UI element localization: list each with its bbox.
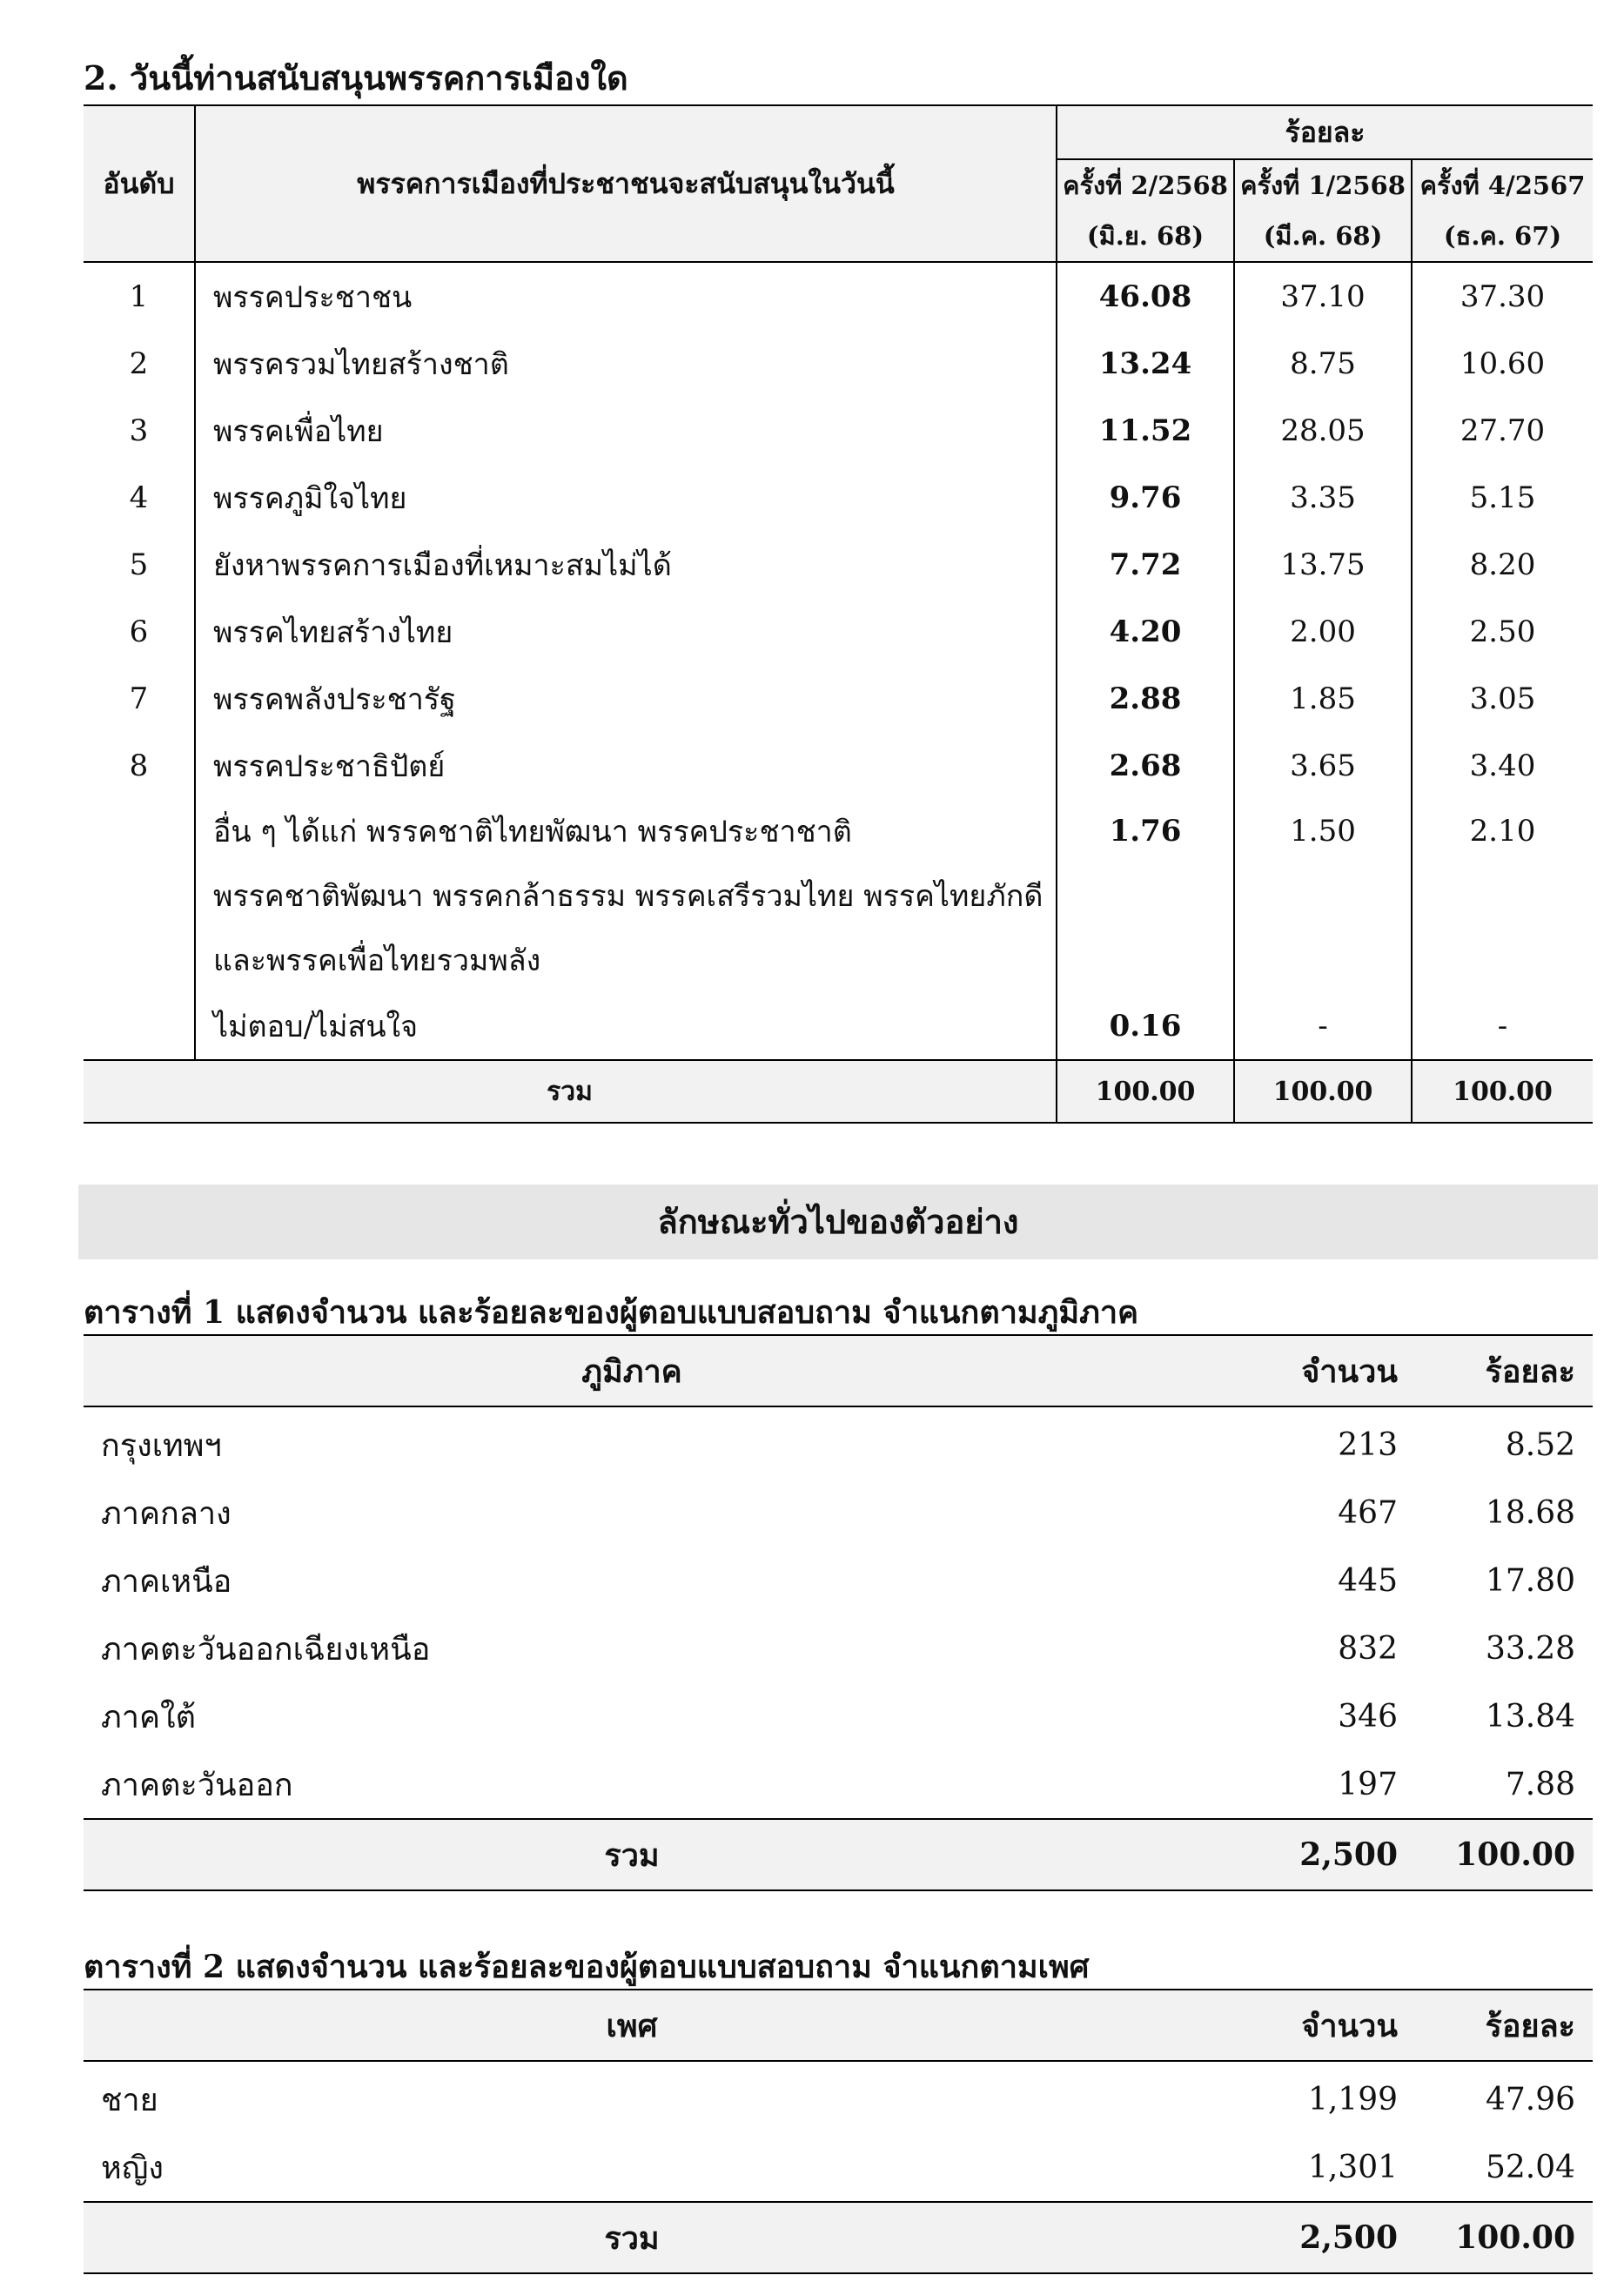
gender-table-caption: ตารางที่ 2 แสดงจำนวน และร้อยละของผู้ตอบแบบสอบถาม จำแนกตามเพศ bbox=[84, 1949, 1090, 1985]
round-1-label: ครั้งที่ 2/2568 bbox=[1057, 159, 1234, 211]
rank-cell: 2 bbox=[129, 346, 149, 381]
col-rank-header: อันดับ bbox=[103, 166, 175, 200]
rank-cell: 6 bbox=[129, 614, 149, 649]
others-line-2: พรรคชาติพัฒนา พรรคกล้าธรรม พรรคเสรีรวมไทย พรรคไทยภักดี bbox=[195, 863, 1057, 928]
table-row bbox=[84, 598, 1593, 665]
col-party-header: พรรคการเมืองที่ประชาชนจะสนับสนุนในวันนี้ bbox=[195, 105, 1057, 262]
total-current: 100.00 bbox=[1057, 1060, 1234, 1123]
total-percent: 100.00 bbox=[1398, 1819, 1593, 1890]
party-cell: พรรคภูมิใจไทย bbox=[195, 464, 1057, 531]
region-table bbox=[84, 1334, 1593, 1891]
table-row bbox=[84, 531, 1593, 598]
party-cell: พรรคเพื่อไทย bbox=[195, 397, 1057, 464]
region-percent: 7.88 bbox=[1505, 1766, 1575, 1802]
party-cell: ไม่ตอบ/ไม่สนใจ bbox=[195, 992, 1057, 1060]
value-cell-current: 13.24 bbox=[1057, 330, 1234, 397]
region-count: 197 bbox=[1338, 1766, 1398, 1802]
region-name: กรุงเทพฯ bbox=[101, 1427, 222, 1464]
value-cell-current: 7.72 bbox=[1057, 531, 1234, 598]
table-row bbox=[84, 1750, 1593, 1819]
party-cell: พรรครวมไทยสร้างชาติ bbox=[195, 330, 1057, 397]
region-table-caption: ตารางที่ 1 แสดงจำนวน และร้อยละของผู้ตอบแบบสอบถาม จำแนกตามภูมิภาค bbox=[84, 1294, 1139, 1331]
gender-name: ชาย bbox=[101, 2082, 158, 2118]
total-row bbox=[84, 1819, 1593, 1890]
others-line-1: อื่น ๆ ได้แก่ พรรคชาติไทยพัฒนา พรรคประชาชาติ bbox=[195, 799, 1057, 863]
gender-count: 1,301 bbox=[1307, 2149, 1398, 2185]
value-cell-prev2: 10.60 bbox=[1412, 330, 1593, 397]
value-cell-prev: - bbox=[1234, 992, 1412, 1060]
total-percent: 100.00 bbox=[1398, 2202, 1593, 2273]
gender-count: 1,199 bbox=[1307, 2081, 1398, 2118]
value-cell-prev2: 2.10 bbox=[1412, 799, 1593, 863]
rank-cell: 4 bbox=[129, 480, 149, 515]
value-cell-prev: 8.75 bbox=[1234, 330, 1412, 397]
region-percent: 17.80 bbox=[1485, 1562, 1575, 1599]
round-1-date: (มิ.ย. 68) bbox=[1057, 211, 1234, 262]
value-cell-prev2: 8.20 bbox=[1412, 531, 1593, 598]
col-percent-header: ร้อยละ bbox=[1057, 105, 1593, 159]
value-cell-current: 9.76 bbox=[1057, 464, 1234, 531]
party-cell: พรรคไทยสร้างไทย bbox=[195, 598, 1057, 665]
value-cell-prev2: - bbox=[1412, 992, 1593, 1060]
round-3-date: (ธ.ค. 67) bbox=[1412, 211, 1593, 262]
party-cell: พรรคประชาธิปัตย์ bbox=[195, 732, 1057, 799]
gender-name: หญิง bbox=[101, 2150, 164, 2186]
value-cell-prev: 3.65 bbox=[1234, 732, 1412, 799]
region-count: 467 bbox=[1338, 1494, 1398, 1531]
value-cell-prev2: 2.50 bbox=[1412, 598, 1593, 665]
col-count-header: จำนวน bbox=[1180, 1335, 1398, 1406]
total-count: 2,500 bbox=[1180, 1819, 1398, 1890]
value-cell-prev: 2.00 bbox=[1234, 598, 1412, 665]
value-cell-prev: 13.75 bbox=[1234, 531, 1412, 598]
value-cell-current: 4.20 bbox=[1057, 598, 1234, 665]
region-percent: 18.68 bbox=[1485, 1494, 1575, 1531]
region-percent: 8.52 bbox=[1505, 1426, 1575, 1463]
region-name: ภาคตะวันออกเฉียงเหนือ bbox=[101, 1631, 431, 1668]
table-row bbox=[84, 2061, 1593, 2133]
table-row bbox=[84, 1479, 1593, 1547]
col-region-header: ภูมิภาค bbox=[84, 1335, 1180, 1406]
value-cell-prev: 1.85 bbox=[1234, 665, 1412, 732]
value-cell-prev: 37.10 bbox=[1234, 262, 1412, 330]
value-cell-prev: 3.35 bbox=[1234, 464, 1412, 531]
value-cell-current: 1.76 bbox=[1057, 799, 1234, 863]
party-cell: พรรคพลังประชารัฐ bbox=[195, 665, 1057, 732]
table-row bbox=[84, 464, 1593, 531]
value-cell-current: 0.16 bbox=[1057, 992, 1234, 1060]
value-cell-prev2: 5.15 bbox=[1412, 464, 1593, 531]
table-row bbox=[84, 665, 1593, 732]
table-row bbox=[84, 1547, 1593, 1614]
col-gender-header: เพศ bbox=[84, 1990, 1180, 2061]
table-row-others bbox=[84, 799, 1593, 863]
section-title: 2. วันนี้ท่านสนับสนุนพรรคการเมืองใด bbox=[84, 58, 628, 97]
total-row bbox=[84, 1060, 1593, 1123]
value-cell-prev2: 3.05 bbox=[1412, 665, 1593, 732]
document-page bbox=[84, 52, 1593, 2274]
region-count: 213 bbox=[1338, 1426, 1398, 1463]
table-row bbox=[84, 1614, 1593, 1682]
value-cell-current: 11.52 bbox=[1057, 397, 1234, 464]
gender-table bbox=[84, 1989, 1593, 2274]
party-cell: ยังหาพรรคการเมืองที่เหมาะสมไม่ได้ bbox=[195, 531, 1057, 598]
total-prev2: 100.00 bbox=[1412, 1060, 1593, 1123]
party-cell: พรรคประชาชน bbox=[195, 262, 1057, 330]
rank-cell: 8 bbox=[129, 748, 149, 783]
section-band: ลักษณะทั่วไปของตัวอย่าง bbox=[78, 1185, 1598, 1259]
rank-cell: 7 bbox=[129, 681, 149, 716]
table-row bbox=[84, 1406, 1593, 1479]
table-row bbox=[84, 732, 1593, 799]
gender-percent: 47.96 bbox=[1485, 2081, 1575, 2118]
value-cell-current: 46.08 bbox=[1057, 262, 1234, 330]
region-name: ภาคใต้ bbox=[101, 1699, 196, 1735]
region-name: ภาคตะวันออก bbox=[101, 1767, 293, 1803]
total-label: รวม bbox=[84, 2202, 1180, 2273]
table-row-no-answer bbox=[84, 992, 1593, 1060]
region-percent: 33.28 bbox=[1485, 1630, 1575, 1667]
table-row-others-cont bbox=[84, 928, 1593, 992]
region-count: 346 bbox=[1338, 1698, 1398, 1735]
total-label: รวม bbox=[84, 1819, 1180, 1890]
round-2-label: ครั้งที่ 1/2568 bbox=[1234, 159, 1412, 211]
rank-cell: 1 bbox=[129, 279, 149, 314]
rank-cell: 3 bbox=[129, 413, 149, 448]
gender-percent: 52.04 bbox=[1485, 2149, 1575, 2185]
total-count: 2,500 bbox=[1180, 2202, 1398, 2273]
table-row-others-cont bbox=[84, 863, 1593, 928]
total-prev: 100.00 bbox=[1234, 1060, 1412, 1123]
round-2-date: (มี.ค. 68) bbox=[1234, 211, 1412, 262]
region-count: 445 bbox=[1338, 1562, 1398, 1599]
value-cell-current: 2.68 bbox=[1057, 732, 1234, 799]
value-cell-prev: 1.50 bbox=[1234, 799, 1412, 863]
col-count-header: จำนวน bbox=[1180, 1990, 1398, 2061]
value-cell-prev2: 37.30 bbox=[1412, 262, 1593, 330]
table-row bbox=[84, 1682, 1593, 1750]
table-row bbox=[84, 330, 1593, 397]
rank-cell: 5 bbox=[129, 547, 149, 582]
total-row bbox=[84, 2202, 1593, 2273]
region-name: ภาคกลาง bbox=[101, 1495, 232, 1532]
party-support-table bbox=[84, 104, 1593, 1124]
col-percent-header: ร้อยละ bbox=[1398, 1990, 1593, 2061]
region-count: 832 bbox=[1338, 1630, 1398, 1667]
round-3-label: ครั้งที่ 4/2567 bbox=[1412, 159, 1593, 211]
col-percent-header: ร้อยละ bbox=[1398, 1335, 1593, 1406]
table-row bbox=[84, 2133, 1593, 2202]
table-row bbox=[84, 397, 1593, 464]
table-row bbox=[84, 262, 1593, 330]
value-cell-prev2: 27.70 bbox=[1412, 397, 1593, 464]
region-name: ภาคเหนือ bbox=[101, 1563, 232, 1600]
value-cell-prev2: 3.40 bbox=[1412, 732, 1593, 799]
total-label: รวม bbox=[84, 1060, 1057, 1123]
value-cell-prev: 28.05 bbox=[1234, 397, 1412, 464]
others-line-3: และพรรคเพื่อไทยรวมพลัง bbox=[195, 928, 1057, 992]
region-percent: 13.84 bbox=[1485, 1698, 1575, 1735]
value-cell-current: 2.88 bbox=[1057, 665, 1234, 732]
